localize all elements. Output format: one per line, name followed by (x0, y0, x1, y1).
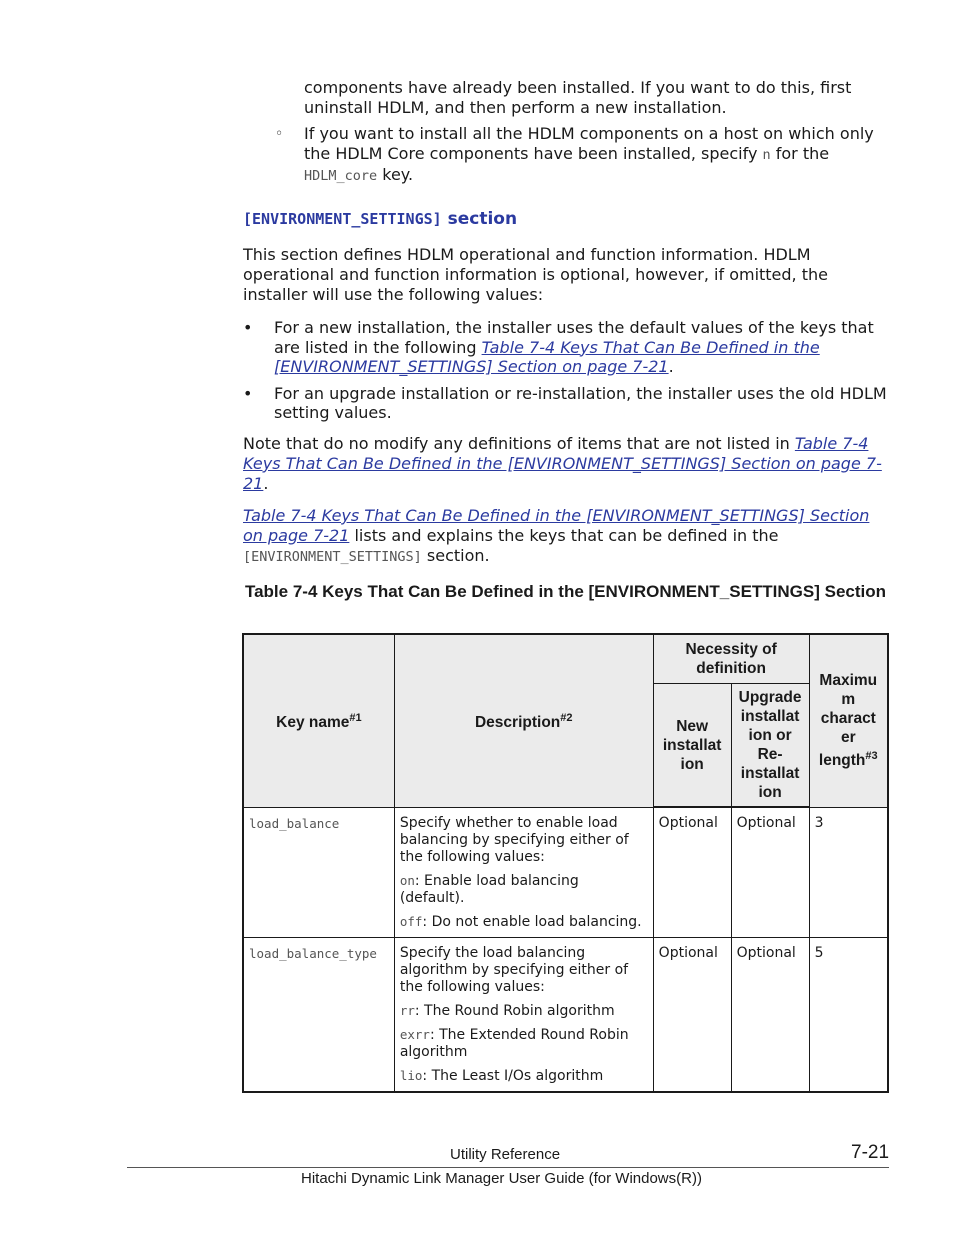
ref-paragraph: Table 7-4 Keys That Can Be Defined in the [ENVIRONMENT_SETTINGS] Section on page 7-21 lists and explains the keys that can be defined in the [ENVIRONMENT_SETTINGS] section. (243, 506, 870, 565)
header-new-install: New installat ion (653, 684, 731, 808)
intro-paragraph: This section defines HDLM operational and function information. HDLM operational and function information is optional, however, if omitted, the installer will use the following values: (243, 245, 828, 304)
footer-book-title: Hitachi Dynamic Link Manager User Guide (for Windows(R)) (301, 1170, 702, 1187)
key-cell: load_balance_type (243, 937, 394, 1092)
table-caption: Table 7-4 Keys That Can Be Defined in the [ENVIRONMENT_SETTINGS] Section (244, 582, 887, 601)
description-cell: Specify the load balancing algorithm by specifying either of the following values: rr: The Round Robin algorithm exrr: The Extended Round Robin algorithm lio: The Least I/Os algorithm (394, 937, 653, 1092)
table-7-4-link[interactable]: Table 7-4 Keys That Can Be Defined in the [ENVIRONMENT_SETTINGS] Section on page 7-21 (274, 337, 820, 376)
code-n: n (762, 147, 771, 163)
key-cell: load_balance (243, 807, 394, 937)
value-item: on: Enable load balancing (default). (399, 872, 579, 906)
value-item: exrr: The Extended Round Robin algorithm (399, 1026, 629, 1060)
upgrade-cell: Optional (731, 807, 809, 937)
upgrade-cell: Optional (731, 937, 809, 1092)
bullet-icon: • (243, 383, 253, 403)
value-item: lio: The Least I/Os algorithm (399, 1067, 604, 1084)
code-environment-settings: [ENVIRONMENT_SETTINGS] (243, 548, 422, 565)
sub-list (275, 78, 887, 192)
footer-divider (127, 1167, 889, 1168)
circle-bullet-icon: ◦ (275, 126, 284, 142)
section-heading (243, 209, 517, 229)
sub-list-item-continued: components have already been installed. If you want to do this, first uninstall HDLM, and then perform a new installation. (304, 78, 852, 117)
value-item: rr: The Round Robin algorithm (399, 1002, 615, 1019)
keys-table (242, 633, 889, 1093)
footer-chapter: Utility Reference (450, 1146, 561, 1163)
bullet-icon: • (243, 318, 253, 337)
header-upgrade: Upgrade installat ion or Re-installat ion (731, 684, 809, 808)
section-heading-text: section (441, 209, 518, 229)
table-7-4-link[interactable]: Table 7-4 Keys That Can Be Defined in the [ENVIRONMENT_SETTINGS] Section on page 7-21 (243, 506, 870, 545)
section-heading-code: [ENVIRONMENT_SETTINGS] (243, 210, 442, 228)
sub-list-item: ◦ If you want to install all the HDLM components on a host on which only the HDLM Core components have been installed, specify n for the HDLM_core key. (275, 124, 874, 184)
bullet-list (243, 318, 888, 430)
max-length-cell: 3 (809, 807, 888, 937)
header-key-name: Key name$^{\#1}$ (243, 634, 394, 807)
header-max-length: Maximu m charact er length$^{\#3}$ (809, 634, 888, 807)
description-cell: Specify whether to enable load balancing by specifying either of the following values: on: Enable load balancing (default). off: Do not enable load balancing. (394, 807, 653, 937)
bullet-item: • For an upgrade installation or re-installation, the installer uses the old HDLM setting values. (243, 383, 887, 422)
note-paragraph: Note that do no modify any definitions of items that are not listed in Table 7-4 Keys That Can Be Defined in the [ENVIRONMENT_SETTINGS] Section on page 7-21. (243, 434, 882, 493)
new-install-cell: Optional (653, 807, 731, 937)
page-number: 7-21 (851, 1142, 890, 1163)
header-necessity: Necessity of definition (653, 634, 809, 684)
bullet-item: • For a new installation, the installer uses the default values of the keys that are listed in the following Table 7-4 Keys That Can Be Defined in the [ENVIRONMENT_SETTINGS] Section on page 7-21. (243, 318, 874, 376)
value-item: off: Do not enable load balancing. (399, 913, 642, 930)
table-7-4-link[interactable]: Table 7-4 Keys That Can Be Defined in the [ENVIRONMENT_SETTINGS] Section on page 7-21 (243, 434, 882, 493)
new-install-cell: Optional (653, 937, 731, 1092)
table-row (243, 807, 888, 937)
table-row (243, 937, 888, 1092)
code-hdlm-core: HDLM_core (304, 168, 378, 184)
max-length-cell: 5 (809, 937, 888, 1092)
header-description: Description$^{\#2}$ (394, 634, 653, 807)
